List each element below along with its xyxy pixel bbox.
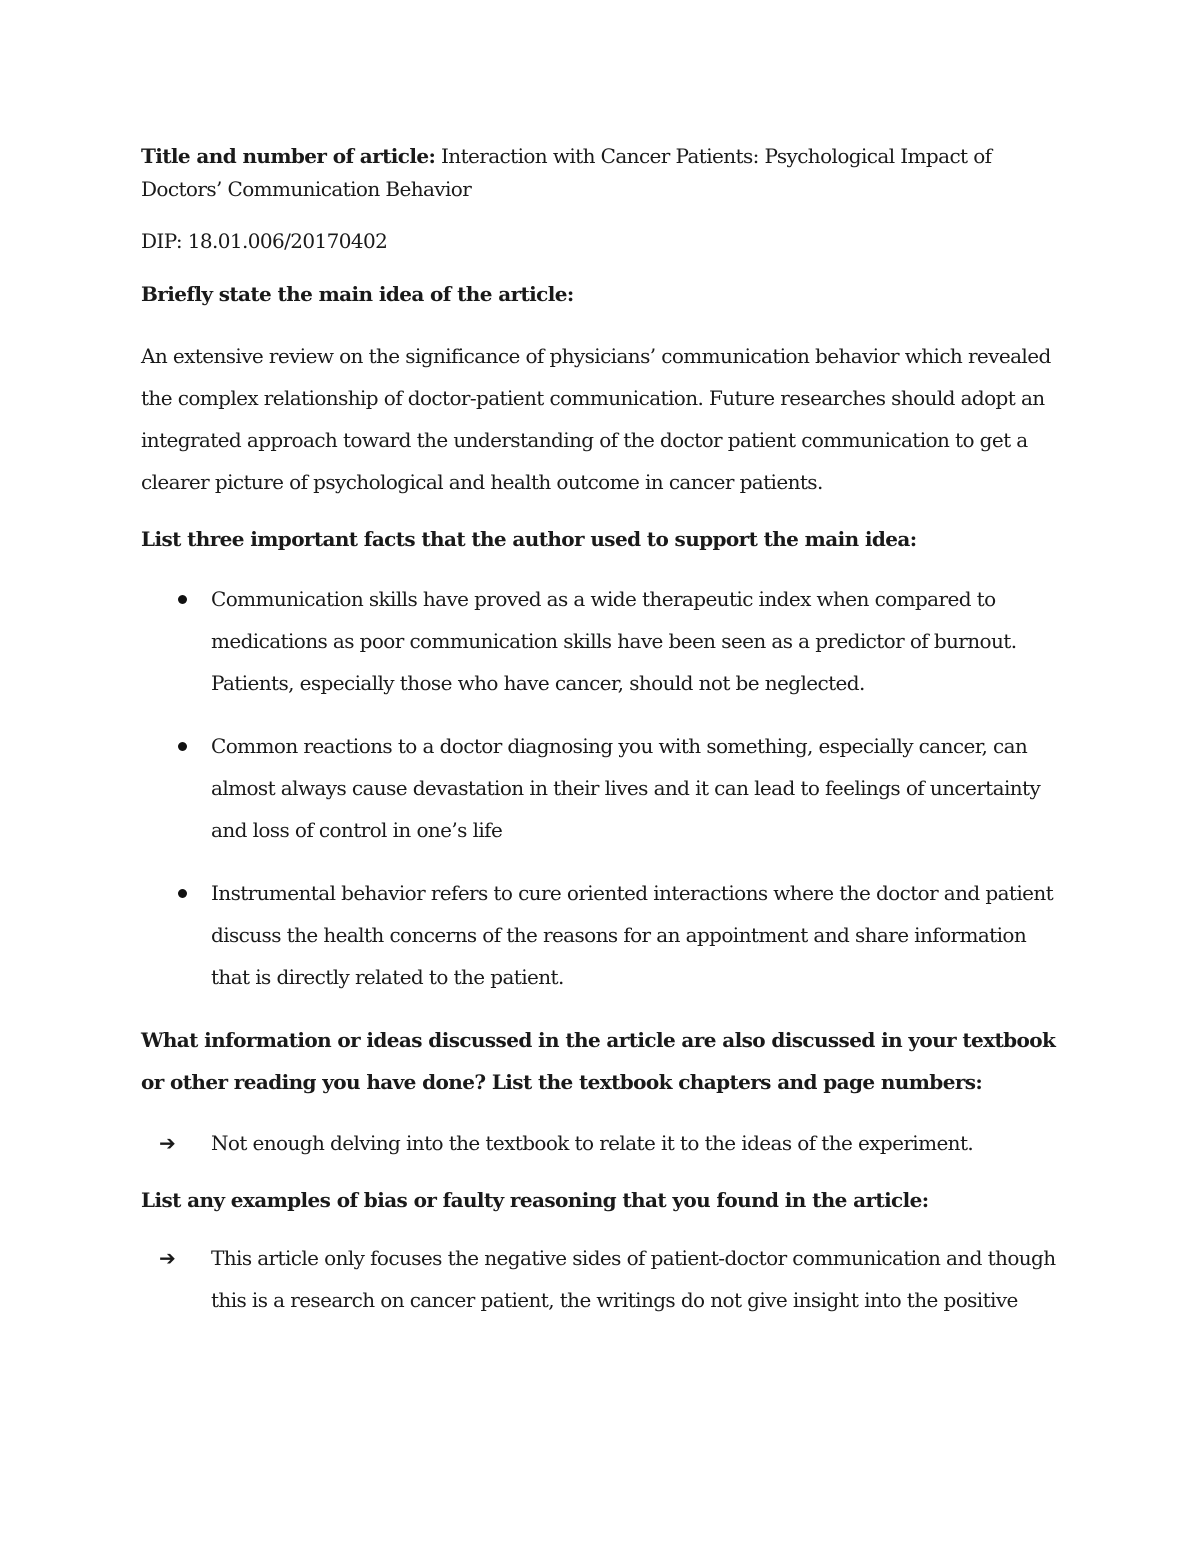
bullet-icon — [178, 889, 187, 898]
fact-item — [141, 578, 1056, 704]
fact-item — [141, 872, 1056, 998]
facts-heading: List three important facts that the author used to support the main idea: — [141, 527, 917, 551]
article-title-line — [141, 140, 1056, 206]
fact-text: Common reactions to a doctor diagnosing you with something, especially cancer, can almost always cause devastation in their lives and it can lead to feelings of uncertainty and loss of control in one’s life — [211, 734, 1041, 842]
fact-item — [141, 725, 1056, 851]
main-idea-heading: Briefly state the main idea of the article: — [141, 282, 574, 306]
bias-list — [141, 1237, 1056, 1321]
textbook-heading: What information or ideas discussed in the article are also discussed in your textbook or other reading you have done? List the textbook chapters and page numbers: — [141, 1028, 1056, 1094]
document-page — [141, 140, 1056, 1321]
title-label: Title and number of article: — [141, 144, 436, 168]
textbook-item — [141, 1122, 1056, 1164]
article-title: Interaction with Cancer Patients: Psychological Impact of Doctors’ Communication Behavior — [141, 144, 992, 201]
facts-list — [141, 578, 1056, 998]
textbook-text: Not enough delving into the textbook to relate it to the ideas of the experiment. — [211, 1131, 974, 1155]
right-arrow-icon: ➔ — [159, 1246, 176, 1270]
right-arrow-icon: ➔ — [159, 1131, 176, 1155]
bias-item — [141, 1237, 1056, 1321]
bullet-icon — [178, 742, 187, 751]
bullet-icon — [178, 595, 187, 604]
main-idea-text: An extensive review on the significance of physicians’ communication behavior which revealed the complex relationship of doctor-patient communication. Future researches should adopt an integrated approach toward the understanding of the doctor patient communication to get a clearer picture of psychological and health outcome in cancer patients. — [141, 344, 1051, 494]
textbook-list — [141, 1122, 1056, 1164]
bias-text: This article only focuses the negative sides of patient-doctor communication and though this is a research on cancer patient, the writings do not give insight into the positive — [211, 1246, 1056, 1312]
bias-heading: List any examples of bias or faulty reasoning that you found in the article: — [141, 1188, 929, 1212]
fact-text: Instrumental behavior refers to cure oriented interactions where the doctor and patient discuss the health concerns of the reasons for an appointment and share information that is directly related to the patient. — [211, 881, 1054, 989]
fact-text: Communication skills have proved as a wide therapeutic index when compared to medications as poor communication skills have been seen as a predictor of burnout. Patients, especially those who have cancer, should not be neglected. — [211, 587, 1017, 695]
dip-number: DIP: 18.01.006/20170402 — [141, 229, 388, 253]
